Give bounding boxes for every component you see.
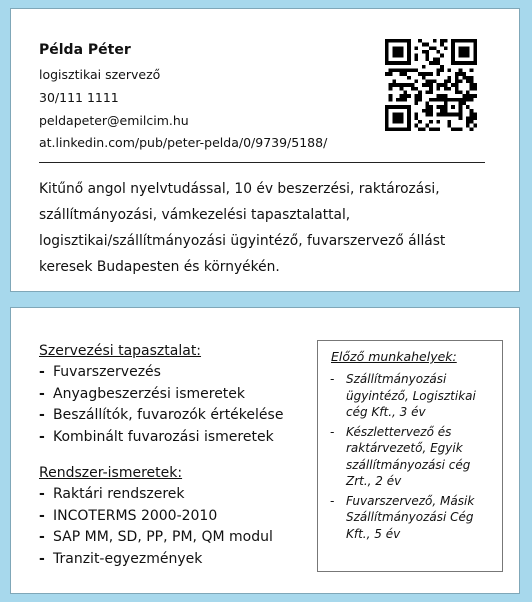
list-item-text: Szállítmányozási ügyintéző, Logisztikai cég Kft., 3 év <box>346 372 476 419</box>
system-knowledge-title: Rendszer-ismeretek: <box>39 465 183 481</box>
list-item <box>39 506 273 528</box>
system-knowledge-section <box>39 463 273 570</box>
list-item-text: Beszállítók, fuvarozók értékelése <box>53 407 284 423</box>
org-experience-section <box>39 341 283 448</box>
card-back <box>10 307 520 594</box>
list-item-text: Raktári rendszerek <box>53 486 185 502</box>
list-item <box>39 549 273 571</box>
bullet-dash: - <box>330 424 335 439</box>
email-address: peldapeter@emilcim.hu <box>39 113 189 128</box>
list-item-text: Fuvarszervezés <box>53 364 161 380</box>
summary-text: Kitűnő angol nyelvtudással, 10 év beszerzési, raktározási, szállítmányozási, vámkezelési tapasztalattal, logisztikai/szállítmányozási ügyintéző, fuvarszervező állást keresek Budapesten és környékén. <box>39 181 446 275</box>
list-item-text: INCOTERMS 2000-2010 <box>53 507 218 524</box>
list-item-text: Fuvarszervező, Másik Szállítmányozási Cég Kft., 5 év <box>346 493 475 541</box>
list-item <box>39 427 283 449</box>
job-title: logisztikai szervező <box>39 67 161 82</box>
list-item <box>39 362 283 384</box>
bullet-dash: - <box>39 364 45 380</box>
bullet-dash: - <box>39 428 45 445</box>
list-item <box>39 384 283 406</box>
list-item-text: Készlettervező és raktárvezető, Egyik szállítmányozási cég Zrt., 2 év <box>346 424 471 488</box>
bullet-dash: - <box>39 486 45 502</box>
system-knowledge-list <box>39 484 273 570</box>
list-item-text: Anyagbeszerzési ismeretek <box>53 385 246 402</box>
list-item-text: Tranzit-egyezmények <box>53 550 203 567</box>
list-item-text: Kombinált fuvarozási ismeretek <box>53 428 274 445</box>
bullet-dash: - <box>39 385 45 402</box>
list-item <box>39 527 273 549</box>
previous-jobs-title: Előző munkahelyek: <box>331 349 457 364</box>
list-item <box>330 424 498 490</box>
qr-code-icon <box>385 39 477 131</box>
bullet-dash: - <box>39 550 45 567</box>
phone-number: 30/111 1111 <box>39 90 119 105</box>
org-experience-title: Szervezési tapasztalat: <box>39 343 202 359</box>
bullet-dash: - <box>39 407 45 423</box>
previous-jobs-box <box>317 340 503 572</box>
bullet-dash: - <box>330 493 335 508</box>
org-experience-list <box>39 362 283 448</box>
divider <box>39 162 485 163</box>
list-item <box>39 405 283 427</box>
list-item-text: SAP MM, SD, PP, PM, QM modul <box>53 529 273 545</box>
list-item <box>330 371 498 421</box>
linkedin-url: at.linkedin.com/pub/peter-pelda/0/9739/5188/ <box>39 135 328 150</box>
bullet-dash: - <box>330 372 335 386</box>
list-item <box>330 493 498 543</box>
bullet-dash: - <box>39 507 45 524</box>
card-front <box>10 8 520 292</box>
previous-jobs-list <box>330 371 498 545</box>
bullet-dash: - <box>39 529 45 545</box>
list-item <box>39 484 273 506</box>
person-name: Példa Péter <box>39 42 131 58</box>
